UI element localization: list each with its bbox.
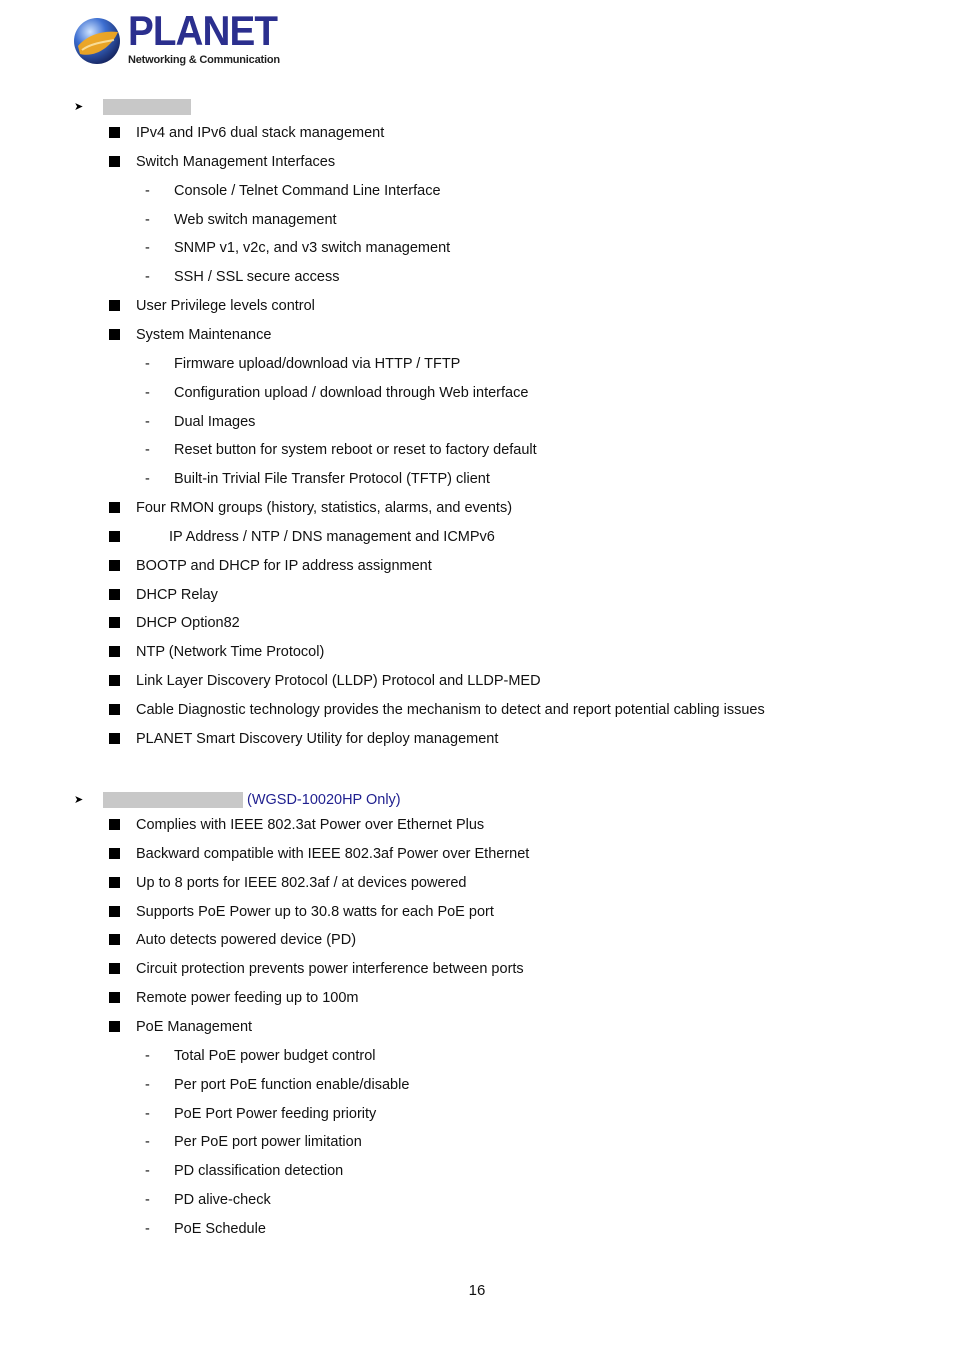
redacted-heading [103, 792, 243, 808]
square-bullet-icon [109, 560, 120, 571]
square-bullet-icon [109, 502, 120, 513]
list-item-text: DHCP Option82 [136, 615, 240, 632]
list-item-text: Complies with IEEE 802.3at Power over Ethernet Plus [136, 817, 485, 833]
list-item-text: Switch Management Interfaces [136, 153, 336, 170]
list-item-text: BOOTP and DHCP for IP address assignment [136, 557, 432, 574]
list-item-text: SSH / SSL secure access [174, 269, 340, 286]
list-item-text: PD alive-check [174, 1192, 271, 1209]
square-bullet-icon [109, 329, 120, 340]
arrow-bullet-icon: ➤ [74, 794, 84, 806]
list-item-text: User Privilege levels control [136, 298, 315, 315]
dash-bullet-icon: - [145, 1192, 150, 1209]
list-item-text: Reset button for system reboot or reset to factory default [174, 442, 537, 459]
planet-logo [72, 7, 280, 72]
list-item-text: Console / Telnet Command Line Interface [174, 182, 441, 199]
list-item-text: IPv4 and IPv6 dual stack management [136, 125, 385, 141]
dash-bullet-icon: - [145, 384, 150, 401]
list-item-text: Configuration upload / download through Web interface [174, 384, 529, 401]
list-item-text: Per PoE port power limitation [174, 1134, 362, 1151]
dash-bullet-icon: - [145, 413, 150, 430]
list-item-text: Up to 8 ports for IEEE 802.3af / at devices powered [136, 874, 467, 891]
list-item-text: SNMP v1, v2c, and v3 switch management [174, 240, 451, 257]
list-item-text: IP Address / NTP / DNS management and ICMPv6 [169, 528, 495, 545]
list-item-text: Per port PoE function enable/disable [174, 1076, 410, 1093]
list-item-text: Web switch management [174, 211, 337, 228]
list-item-text: PLANET Smart Discovery Utility for deploy management [136, 730, 499, 747]
square-bullet-icon [109, 704, 120, 715]
list-item-text: Four RMON groups (history, statistics, alarms, and events) [136, 500, 513, 517]
square-bullet-icon [109, 733, 120, 744]
dash-bullet-icon: - [145, 1105, 150, 1122]
list-item-text: Circuit protection prevents power interference between ports [136, 961, 524, 978]
square-bullet-icon [109, 963, 120, 974]
dash-bullet-icon: - [145, 1134, 150, 1151]
dash-bullet-icon: - [145, 471, 150, 488]
redacted-heading [103, 99, 191, 115]
globe-icon [72, 16, 122, 66]
square-bullet-icon [109, 617, 120, 628]
list-item-text: Backward compatible with IEEE 802.3af Power over Ethernet [136, 845, 530, 862]
square-bullet-icon [109, 127, 120, 138]
list-item-text: Total PoE power budget control [174, 1047, 376, 1064]
dash-bullet-icon: - [145, 1220, 150, 1237]
square-bullet-icon [109, 156, 120, 167]
list-item-text: Remote power feeding up to 100m [136, 990, 359, 1007]
dash-bullet-icon: - [145, 442, 150, 459]
square-bullet-icon [109, 300, 120, 311]
model-note: (WGSD-10020HP Only) [247, 792, 401, 808]
list-item-text: DHCP Relay [136, 586, 218, 603]
square-bullet-icon [109, 675, 120, 686]
square-bullet-icon [109, 992, 120, 1003]
dash-bullet-icon: - [145, 355, 150, 372]
list-item-text: Cable Diagnostic technology provides the mechanism to detect and report potential cabling issues [136, 702, 765, 718]
list-item-text: PoE Management [136, 1018, 253, 1035]
square-bullet-icon [109, 646, 120, 657]
square-bullet-icon [109, 848, 120, 859]
dash-bullet-icon: - [145, 1076, 150, 1093]
square-bullet-icon [109, 531, 120, 542]
dash-bullet-icon: - [145, 1163, 150, 1180]
logo-wordmark: PLANET [128, 7, 278, 54]
list-item-text: Auto detects powered device (PD) [136, 932, 357, 949]
page-number: 16 [468, 1282, 486, 1299]
section-heading-poe [74, 791, 474, 809]
section-heading-management [74, 98, 274, 116]
square-bullet-icon [109, 589, 120, 600]
list-item-text: System Maintenance [136, 326, 272, 343]
list-item-text: Dual Images [174, 413, 256, 430]
list-item-text: Supports PoE Power up to 30.8 watts for each PoE port [136, 903, 494, 920]
logo-tagline: Networking & Communication [128, 54, 280, 66]
list-item-text: PoE Schedule [174, 1220, 266, 1237]
list-item-text: Link Layer Discovery Protocol (LLDP) Protocol and LLDP-MED [136, 673, 541, 690]
dash-bullet-icon: - [145, 182, 150, 199]
list-item-text: Firmware upload/download via HTTP / TFTP [174, 355, 461, 372]
dash-bullet-icon: - [145, 1047, 150, 1064]
list-item-text: PoE Port Power feeding priority [174, 1105, 377, 1122]
square-bullet-icon [109, 934, 120, 945]
square-bullet-icon [109, 877, 120, 888]
arrow-bullet-icon: ➤ [74, 101, 84, 113]
list-item-text: NTP (Network Time Protocol) [136, 644, 325, 661]
dash-bullet-icon: - [145, 211, 150, 228]
dash-bullet-icon: - [145, 269, 150, 286]
square-bullet-icon [109, 819, 120, 830]
list-item-text: PD classification detection [174, 1163, 344, 1180]
dash-bullet-icon: - [145, 240, 150, 257]
square-bullet-icon [109, 906, 120, 917]
square-bullet-icon [109, 1021, 120, 1032]
list-item-text: Built-in Trivial File Transfer Protocol (TFTP) client [174, 471, 490, 488]
